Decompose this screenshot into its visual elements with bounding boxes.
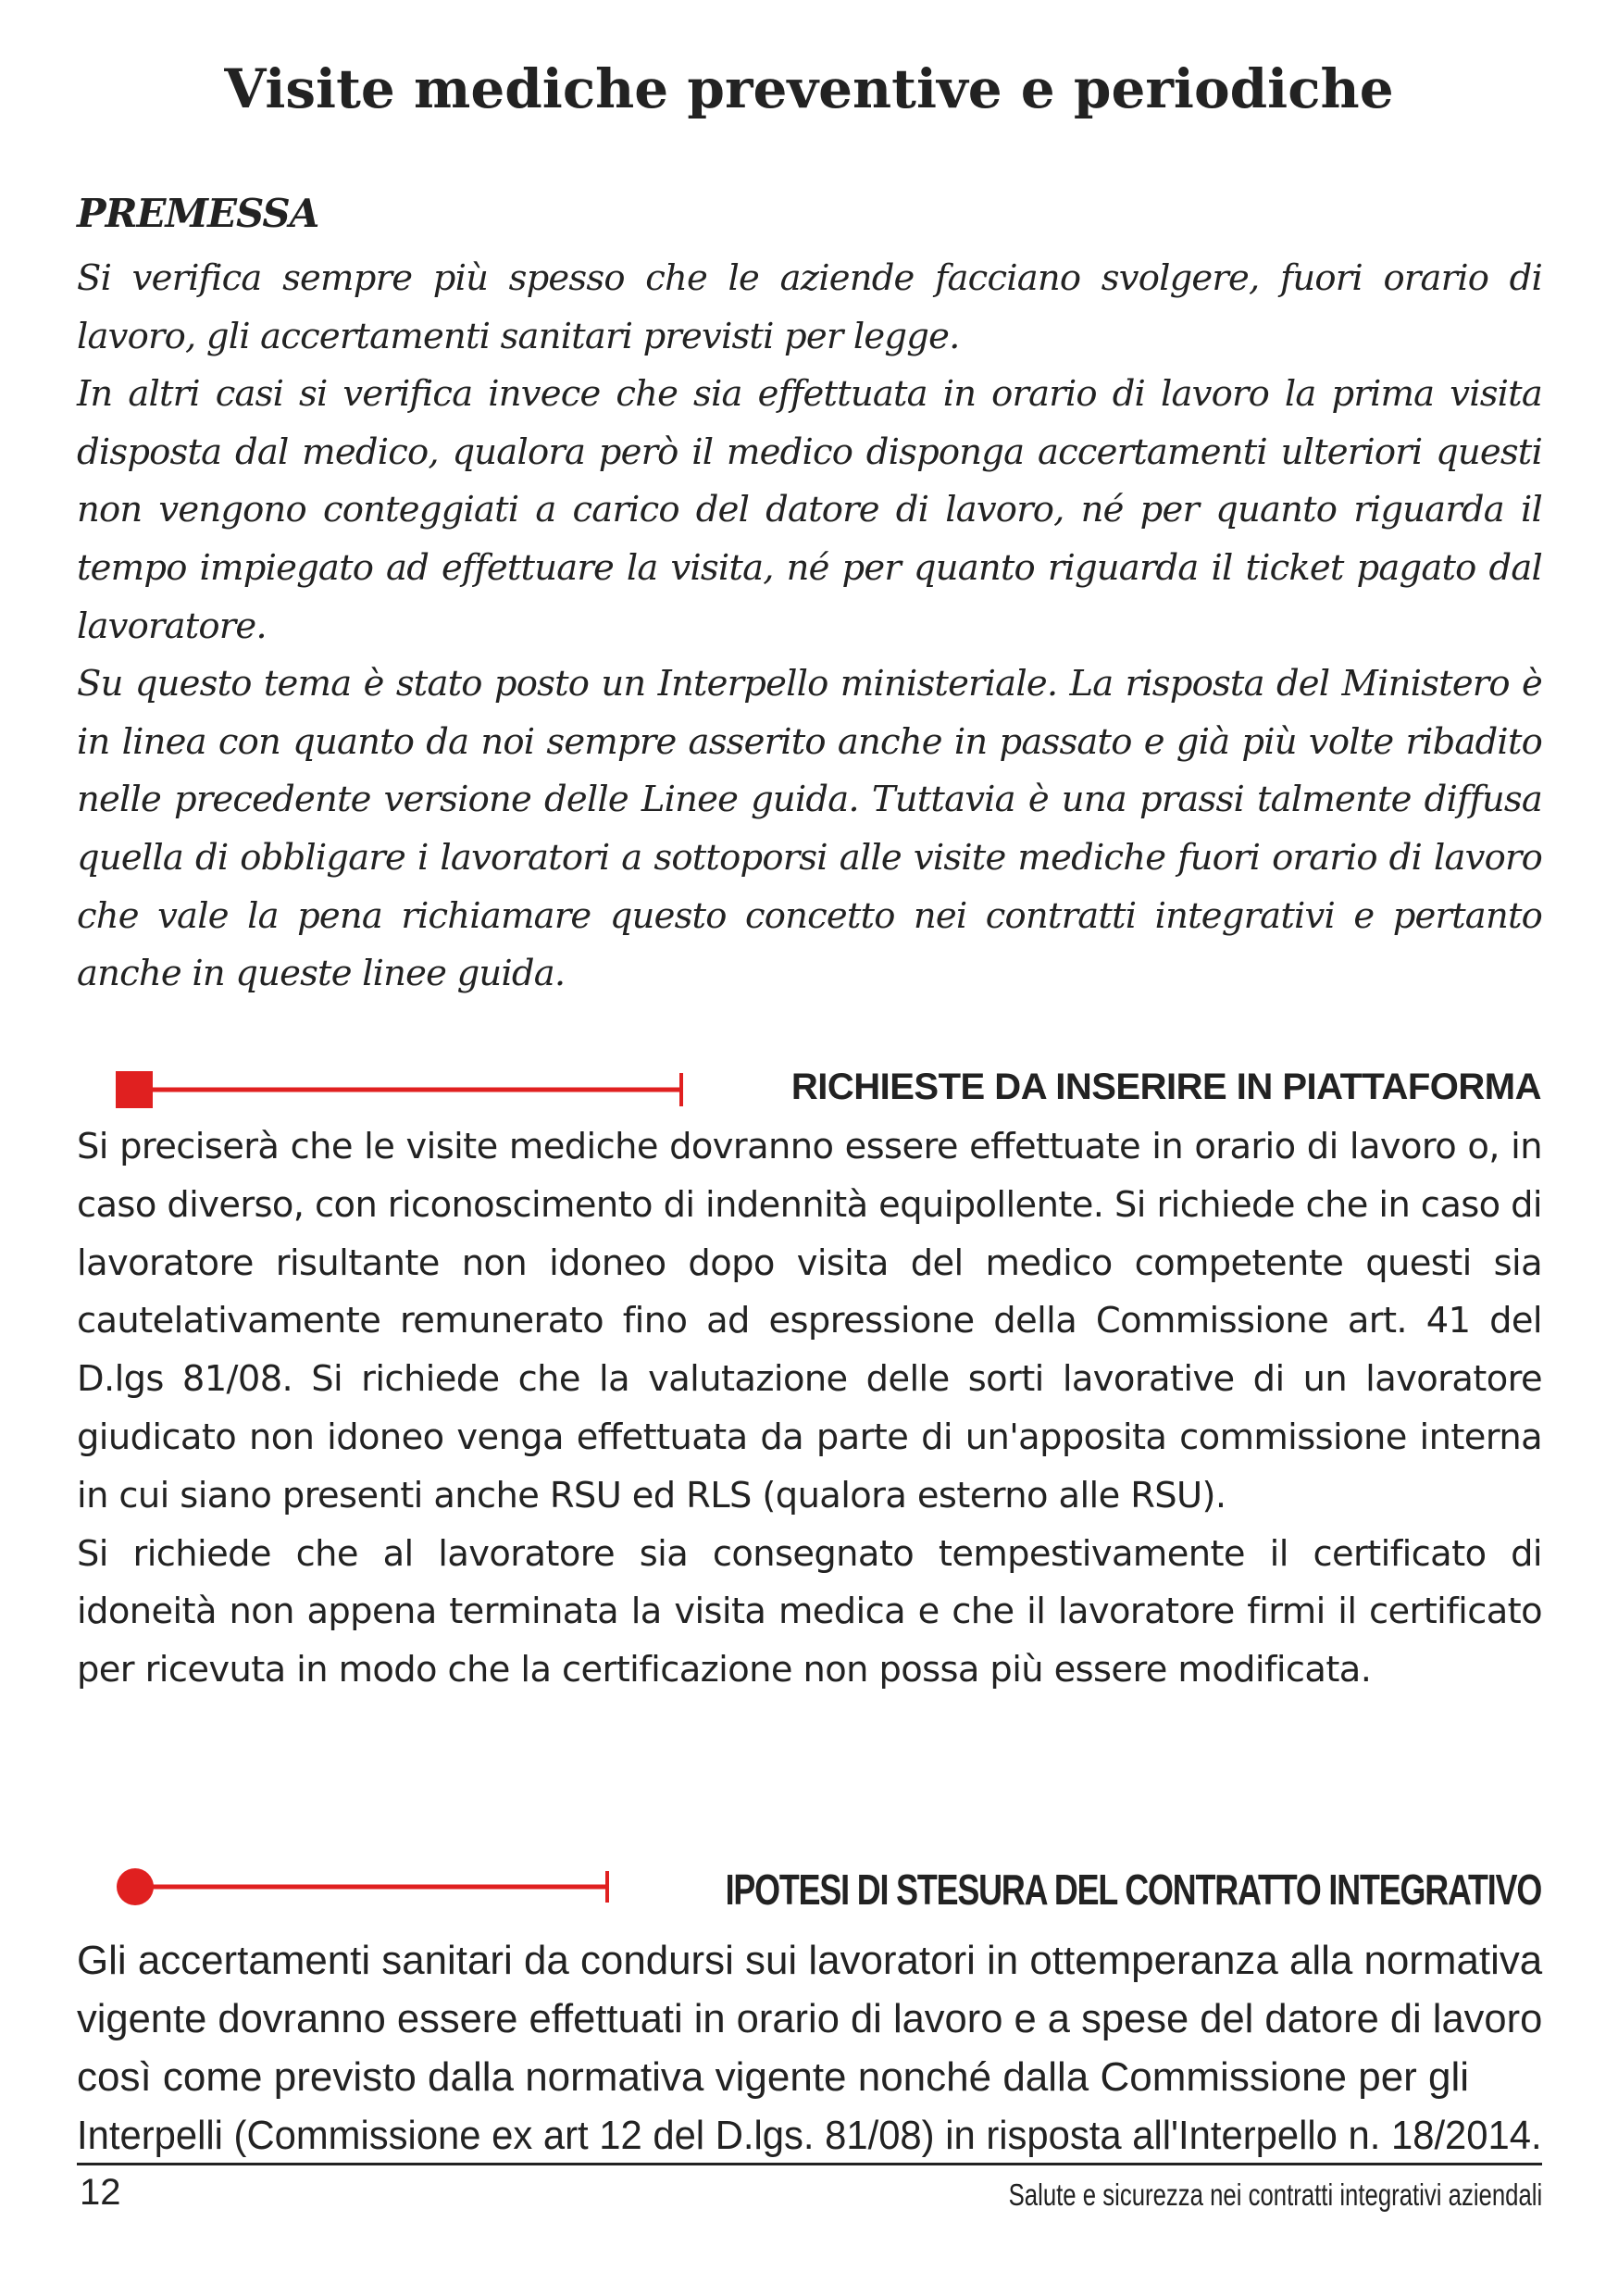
footer-text: Salute e sicurezza nei contratti integrativi aziendali (1008, 2177, 1542, 2212)
premessa-paragraph: In altri casi si verifica invece che sia effettuata in orario di lavoro la prima visita disposta dal medico, qualora però il medico disponga accertamenti ulteriori questi non vengono conteggiati a carico del datore di lavoro, né per quanto riguarda il tempo impiegato ad effettuare la visita, né per quanto riguarda il ticket pagato dal lavoratore. (77, 373, 1542, 647)
richieste-heading: RICHIESTE DA INSERIRE IN PIATTAFORMA (790, 1067, 1541, 1107)
footer-rule (77, 2163, 1542, 2165)
ipotesi-body (77, 1931, 1542, 2165)
richieste-paragraph: Si richiede che al lavoratore sia consegnato tempestivamente il certificato di idoneità non appena terminata la visita medica e che il lavoratore firmi il certificato per ricevuta in modo che la certificazione non possa più essere modificata. (77, 1532, 1542, 1691)
premessa-paragraph: Su questo tema è stato posto un Interpello ministeriale. La risposta del Ministero è in linea con quanto da noi sempre asserito anche in passato e già più volte ribadito nelle precedente versione delle Linee guida. Tuttavia è una prassi talmente diffusa quella di obbligare i lavoratori a sottoporsi alle visite mediche fuori orario di lavoro che vale la pena richiamare questo concetto nei contratti integrativi e pertanto anche in queste linee guida. (77, 663, 1542, 995)
ipotesi-heading: IPOTESI DI STESURA DEL CONTRATTO INTEGRATIVO (725, 1866, 1541, 1914)
page-number: 12 (80, 2172, 121, 2213)
page-title: Visite mediche preventive e periodiche (224, 57, 1394, 120)
section-marker-square (116, 1065, 690, 1111)
premessa-body (77, 250, 1542, 1004)
section-marker-circle (116, 1864, 616, 1910)
premessa-heading: PREMESSA (77, 191, 319, 236)
premessa-paragraph: Si verifica sempre più spesso che le aziende facciano svolgere, fuori orario di lavoro, gli accertamenti sanitari previsti per legge. (77, 257, 1542, 357)
ipotesi-line: Interpelli (Commissione ex art 12 del D.lgs. 81/08) in risposta all'Interpello n. 18/2014. (77, 2113, 1542, 2158)
ipotesi-line: Gli accertamenti sanitari da condursi sui lavoratori in ottemperanza alla normativa (77, 1938, 1543, 1983)
richieste-paragraph: Si preciserà che le visite mediche dovranno essere effettuate in orario di lavoro o, in caso diverso, con riconoscimento di indennità equipollente. Si richiede che in caso di lavoratore risultante non idoneo dopo visita del medico competente questi sia cautelativamente remunerato fino ad espressione della Commissione art. 41 del D.lgs 81/08. Si richiede che la valutazione delle sorti lavorative di un lavoratore giudicato non idoneo venga effettuata da parte di un'apposita commissione interna in cui siano presenti anche RSU ed RLS (qualora esterno alle RSU). (77, 1126, 1542, 1516)
ipotesi-line: così come previsto dalla normativa vigente nonché dalla Commissione per gli (77, 2054, 1470, 2100)
richieste-body (77, 1118, 1542, 1700)
ipotesi-line: vigente dovranno essere effettuati in orario di lavoro e a spese del datore di lavoro (77, 1996, 1543, 2041)
